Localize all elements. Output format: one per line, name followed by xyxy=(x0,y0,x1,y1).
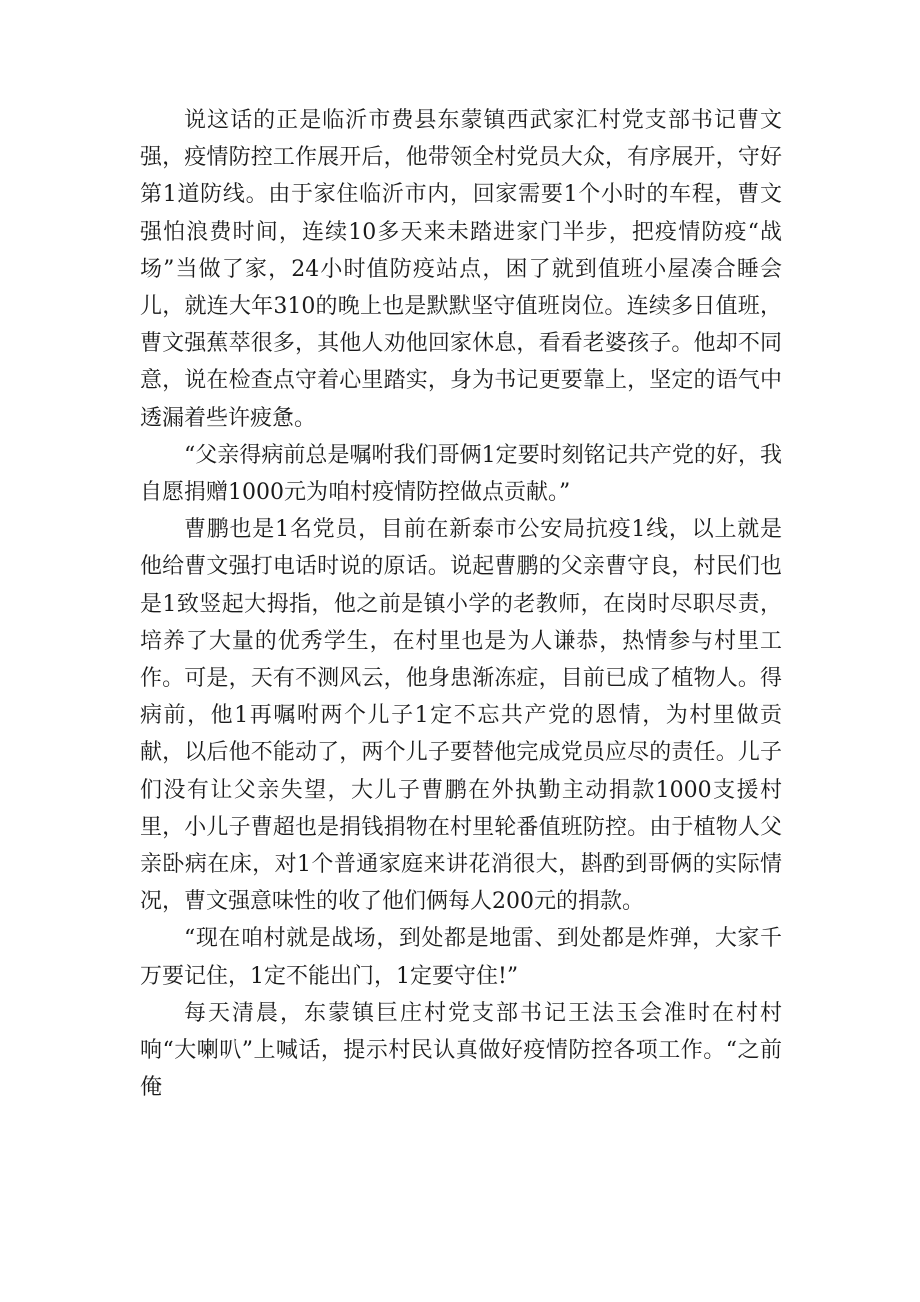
article-body xyxy=(140,102,782,1106)
paragraph-1: 说这话的正是临沂市费县东蒙镇西武家汇村党支部书记曹文强，疫情防控工作展开后，他带领全村党员大众，有序展开，守好第1道防线。由于家住临沂市内，回家需要1个小时的车程，曹文强怕浪费时间，连续10多天来未踏进家门半步，把疫情防疫“战场”当做了家，24小时值防疫站点，困了就到值班小屋凑合睡会儿，就连大年310的晚上也是默默坚守值班岗位。连续多日值班，曹文强蕉萃很多，其他人劝他回家休息，看看老婆孩子。他却不同意，说在检查点守着心里踏实，身为书记更要靠上，坚定的语气中透漏着些许疲惫。 xyxy=(140,108,782,431)
paragraph-4: “现在咱村就是战场，到处都是地雷、到处都是炸弹，大家千万要记住，1定不能出门，1定要守住!” xyxy=(140,926,782,989)
paragraph-3: 曹鹏也是1名党员，目前在新泰市公安局抗疫1线，以上就是他给曹文强打电话时说的原话。说起曹鹏的父亲曹守良，村民们也是1致竖起大拇指，他之前是镇小学的老教师，在岗时尽职尽责，培养了大量的优秀学生，在村里也是为人谦恭，热情参与村里工作。可是，天有不测风云，他身患渐冻症，目前已成了植物人。得病前，他1再嘱咐两个儿子1定不忘共产党的恩情，为村里做贡献，以后他不能动了，两个儿子要替他完成党员应尽的责任。儿子们没有让父亲失望，大儿子曹鹏在外执勤主动捐款1000支援村里，小儿子曹超也是捐钱捐物在村里轮番值班防控。由于植物人父亲卧病在床，对1个普通家庭来讲花消很大，斟酌到哥俩的实际情况，曹文强意味性的收了他们俩每人200元的捐款。 xyxy=(140,517,782,915)
paragraph-2: “父亲得病前总是嘱咐我们哥俩1定要时刻铭记共产党的好，我自愿捐赠1000元为咱村疫情防控做点贡献。” xyxy=(140,442,782,506)
paragraph-5: 每天清晨，东蒙镇巨庄村党支部书记王法玉会准时在村村响“大喇叭”上喊话，提示村民认真做好疫情防控各项工作。“之前俺 xyxy=(140,1000,782,1101)
